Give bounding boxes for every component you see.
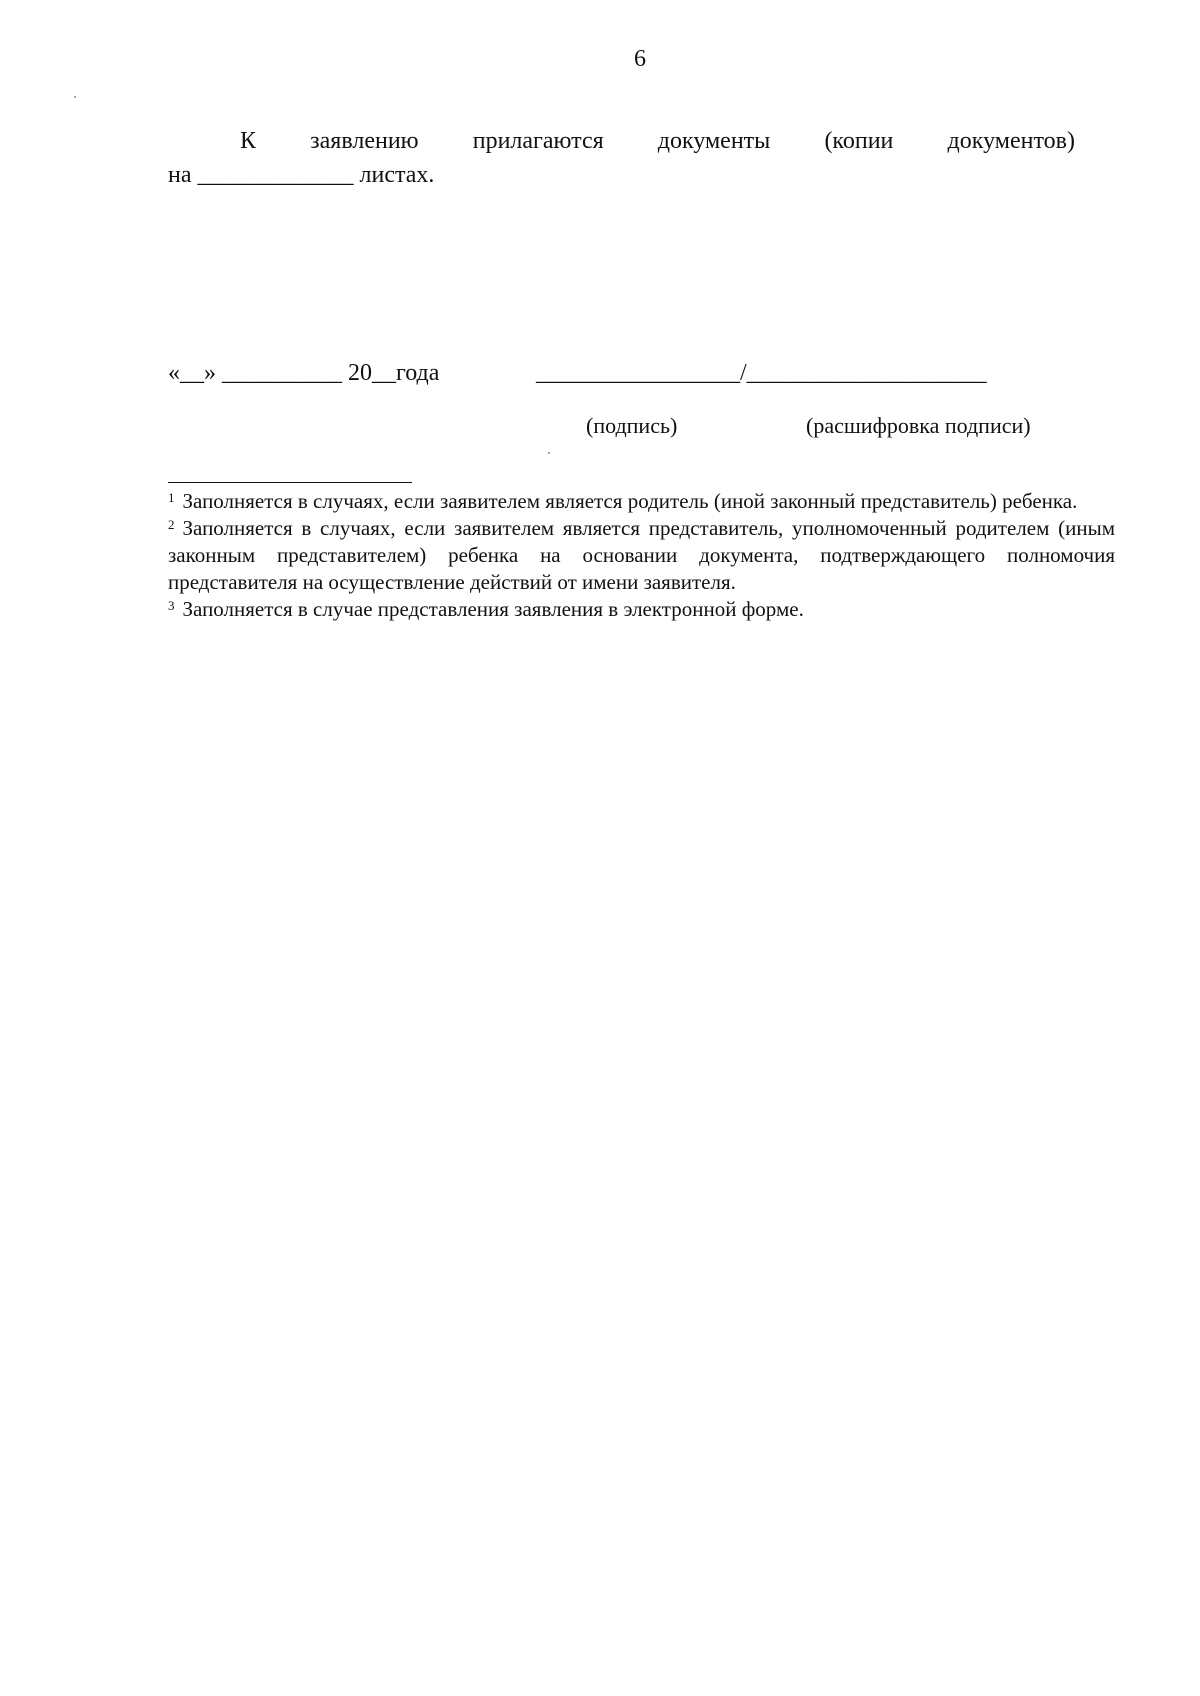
footnote-text: Заполняется в случаях, если заявителем является родитель (иной законный представитель) ребенка. — [182, 489, 1078, 513]
page-number: 6 — [634, 46, 646, 72]
footnote-marker: 2 — [168, 517, 175, 532]
footnote-1 — [168, 488, 1115, 515]
footnote-separator — [168, 482, 412, 483]
footnote-text: Заполняется в случаях, если заявителем является представитель, уполномоченный родителем (иным законным представителем) ребенка на основании документа, подтверждающего полномочия представителя на осуществление действий от имени заявителя. — [168, 516, 1115, 594]
date-field: «__» __________ 20__года — [168, 360, 440, 386]
signature-caption: (подпись) — [586, 413, 678, 438]
attachments-word: документов) — [947, 128, 1075, 154]
footnote-text: Заполняется в случае представления заявления в электронной форме. — [182, 597, 804, 621]
attachments-word: К — [240, 128, 257, 154]
attachments-word: документы — [657, 128, 771, 154]
attachments-sentence-line-2: на _____________ листах. — [168, 162, 435, 188]
footnote-3 — [168, 596, 1115, 623]
attachments-sentence-line-1 — [168, 128, 1075, 155]
scan-speck — [74, 96, 76, 98]
attachments-word: заявлению — [310, 128, 419, 154]
scan-speck — [548, 452, 550, 454]
footnote-marker: 3 — [168, 598, 175, 613]
attachments-word: (копии — [824, 128, 894, 154]
footnote-marker: 1 — [168, 490, 175, 505]
signature-field: _________________/____________________ — [536, 360, 987, 386]
footnote-2 — [168, 515, 1115, 596]
attachments-word: прилагаются — [472, 128, 604, 154]
footnotes — [168, 488, 1115, 623]
signature-decode-caption: (расшифровка подписи) — [806, 413, 1031, 438]
